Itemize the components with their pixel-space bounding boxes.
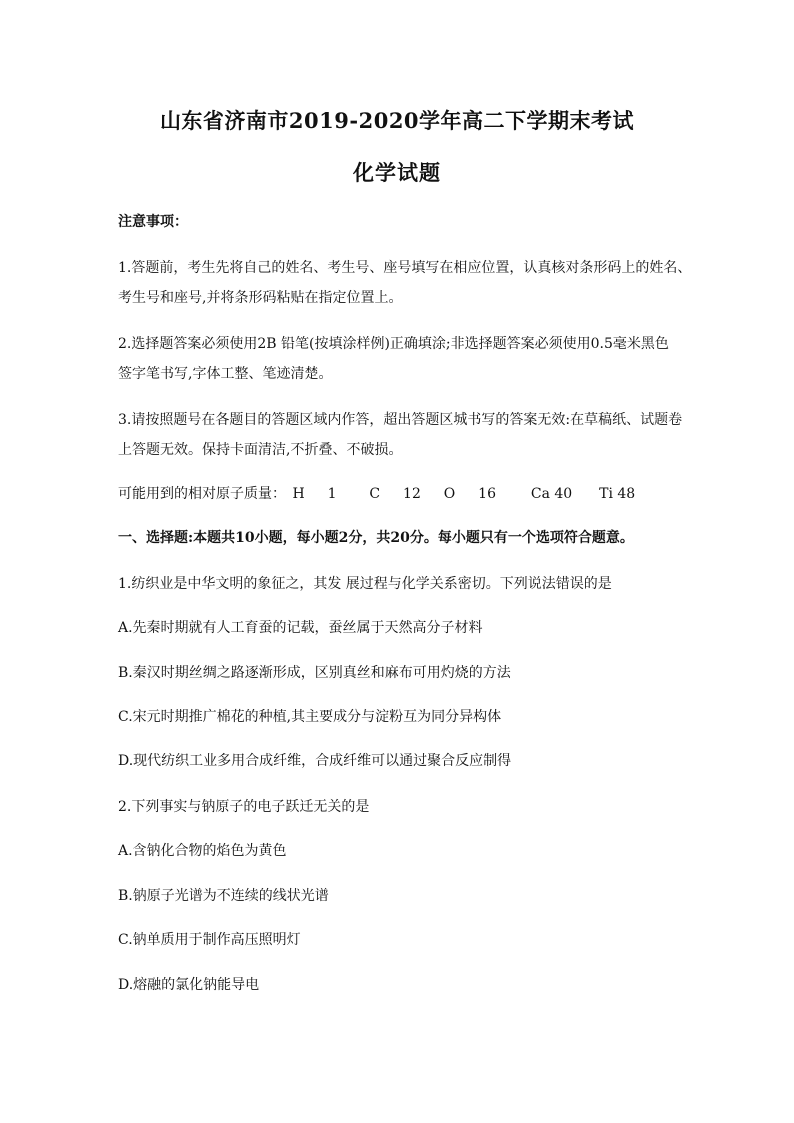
question-option: D.现代纺织工业多用合成纤维，合成纤维可以通过聚合反应制得: [118, 753, 512, 769]
note-line: 上答题无效。保持卡面清洁,不折叠、不破损。: [118, 442, 403, 458]
question-stem: 1.纺织业是中华文明的象征之，其发 展过程与化学关系密切。下列说法错误的是: [118, 576, 612, 592]
note-line: 1.答题前，考生先将自己的姓名、考生号、座号填写在相应位置，认真核对条形码上的姓名、: [118, 260, 692, 276]
section-heading: 一、选择题:本题共10小题，每小题2分，共20分。每小题只有一个选项符合题意。: [118, 530, 634, 546]
atomic-mass-entry: Ca 40: [530, 486, 573, 502]
atomic-mass-entry: Ti 48: [599, 486, 636, 502]
question-option: B.秦汉时期丝绸之路逐渐形成，区别真丝和麻布可用灼烧的方法: [118, 665, 511, 681]
question-option: A.先秦时期就有人工育蚕的记载，蚕丝属于天然高分子材料: [118, 620, 483, 636]
atomic-mass-symbol: H: [292, 486, 305, 502]
question-option: A.含钠化合物的焰色为黄色: [118, 843, 287, 859]
note-line: 考生号和座号,并将条形码粘贴在指定位置上。: [118, 290, 403, 306]
question-option: C.钠单质用于制作高压照明灯: [118, 932, 301, 948]
note-line: 2.选择题答案必须使用2B 铅笔(按填涂样例)正确填涂;非选择题答案必须使用0.5毫米黑色: [118, 336, 669, 352]
question-option: C.宋元时期推广棉花的种植,其主要成分与淀粉互为同分异构体: [118, 709, 502, 725]
question-stem: 2.下列事实与钠原子的电子跃迁无关的是: [118, 799, 370, 815]
exam-title: 山东省济南市2019-2020学年高二下学期末考试: [159, 108, 635, 133]
question-option: B.钠原子光谱为不连续的线状光谱: [118, 888, 329, 904]
note-line: 3.请按照题号在各题目的答题区域内作答，超出答题区城书写的答案无效:在草稿纸、试题卷: [118, 412, 683, 428]
note-line: 签字笔书写,字体工整、笔迹清楚。: [118, 366, 333, 382]
question-option: D.熔融的氯化钠能导电: [118, 977, 260, 993]
atomic-mass-label: 可能用到的相对原子质量：: [118, 486, 286, 502]
exam-subtitle: 化学试题: [353, 160, 441, 185]
atomic-mass-value: 12: [403, 486, 421, 502]
atomic-mass-value: 16: [478, 486, 496, 502]
atomic-mass-symbol: C: [369, 486, 381, 502]
atomic-mass-symbol: O: [443, 486, 456, 502]
notes-heading: 注意事项：: [118, 214, 188, 230]
atomic-mass-line: [118, 484, 635, 504]
atomic-mass-value: 1: [327, 486, 337, 502]
